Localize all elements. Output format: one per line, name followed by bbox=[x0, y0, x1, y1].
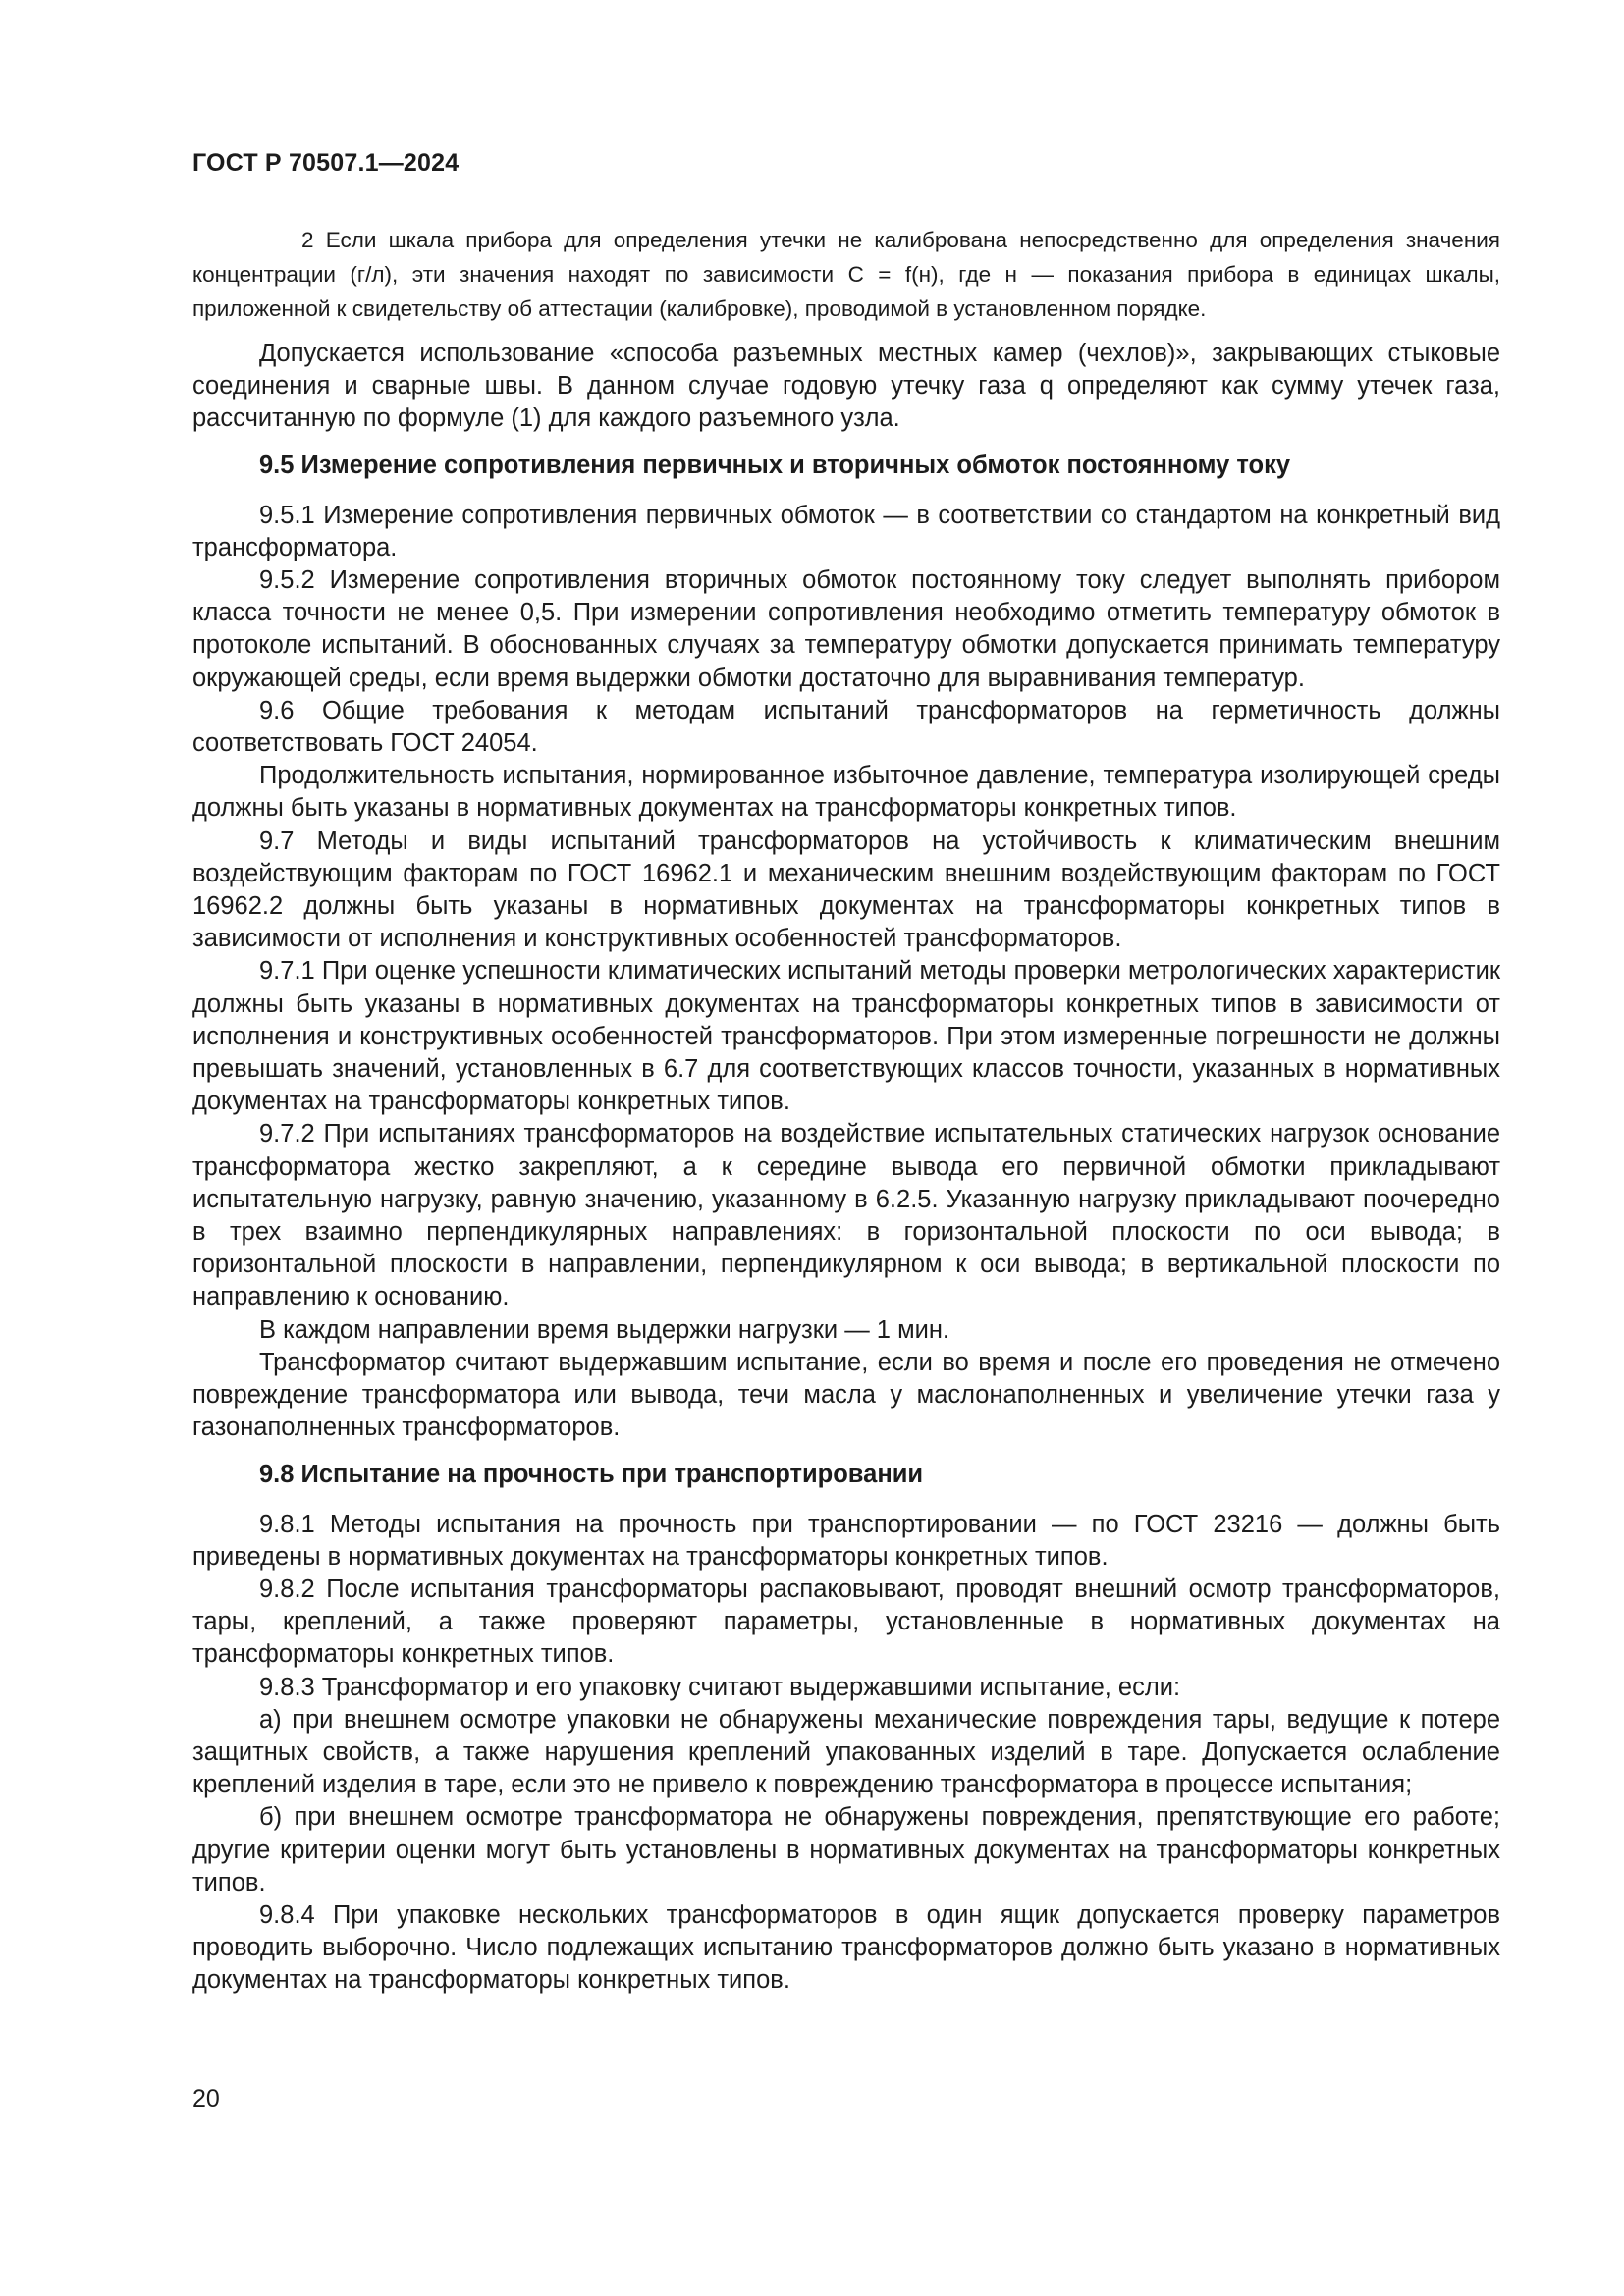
paragraph-9-6-duration: Продолжительность испытания, нормированное избыточное давление, температура изолирующей среды должны быть указаны в нормативных документах на трансформаторы конкретных типов. bbox=[192, 762, 1500, 823]
paragraph-9-5-1: 9.5.1 Измерение сопротивления первичных обмоток — в соответствии со стандартом на конкретный вид трансформатора. bbox=[192, 501, 1500, 561]
paragraph-9-8-1: 9.8.1 Методы испытания на прочность при транспортировании — по ГОСТ 23216 — должны быть приведены в нормативных документах на трансформаторы конкретных типов. bbox=[192, 1510, 1500, 1571]
document-code-header: ГОСТ Р 70507.1—2024 bbox=[192, 149, 460, 177]
section-heading-9-8: 9.8 Испытание на прочность при транспортировании bbox=[259, 1460, 924, 1488]
section-heading-9-5: 9.5 Измерение сопротивления первичных и вторичных обмоток постоянному току bbox=[259, 451, 1291, 479]
paragraph-local-chambers: Допускается использование «способа разъемных местных камер (чехлов)», закрывающих стыковые соединения и сварные швы. В данном случае годовую утечку газа q определяют как сумму утечек газа, рассчитанную по формуле (1) для каждого разъемного узла. bbox=[192, 340, 1500, 433]
paragraph-9-5-2: 9.5.2 Измерение сопротивления вторичных обмоток постоянному току следует выполнять прибором класса точности не менее 0,5. При измерении сопротивления необходимо отметить температуру обмоток в протоколе испытаний. В обоснованных случаях за температуру обмотки допускается принимать температуру окружающей среды, если время выдержки обмотки достаточно для выравнивания температур. bbox=[192, 566, 1500, 692]
paragraph-9-7-1: 9.7.1 При оценке успешности климатических испытаний методы проверки метрологических характеристик должны быть указаны в нормативных документах на трансформаторы конкретных типов в зависимости от исполнения и конструктивных особенностей трансформаторов. При этом измеренные погрешности не должны превышать значений, установленных в 6.7 для соответствующих классов точности, указанных в нормативных документах на трансформаторы конкретных типов. bbox=[192, 957, 1500, 1116]
paragraph-9-7-2: 9.7.2 При испытаниях трансформаторов на воздействие испытательных статических нагрузок основание трансформатора жестко закрепляют, а к середине вывода его первичной обмотки прикладывают испытательную нагрузку, равную значению, указанному в 6.2.5. Указанную нагрузку прикладывают поочередно в трех взаимно перпендикулярных направлениях: в горизонтальной плоскости по оси вывода; в горизонтальной плоскости в направлении, перпендикулярном к оси вывода; в вертикальной плоскости по направлению к основанию. bbox=[192, 1120, 1500, 1311]
paragraph-9-8-3-a: а) при внешнем осмотре упаковки не обнаружены механические повреждения тары, ведущие к потере защитных свойств, а также нарушения креплений упакованных изделий в таре. Допускается ослабление креплений изделия в таре, если это не привело к повреждению трансформатора в процессе испытания; bbox=[192, 1705, 1500, 1799]
paragraph-9-8-2: 9.8.2 После испытания трансформаторы распаковывают, проводят внешний осмотр трансформаторов, тары, креплений, а также проверяют параметры, установленные в нормативных документах на трансформаторы конкретных типов. bbox=[192, 1575, 1500, 1669]
page-content bbox=[192, 223, 1500, 1998]
note-2: 2 Если шкала прибора для определения утечки не калибрована непосредственно для определения значения концентрации (г/л), эти значения находят по зависимости C = f(н), где н — показания прибора в единицах шкалы, приложенной к свидетельству об аттестации (калибровке), проводимой в установленном порядке. bbox=[192, 228, 1500, 321]
paragraph-9-6: 9.6 Общие требования к методам испытаний трансформаторов на герметичность должны соответствовать ГОСТ 24054. bbox=[192, 696, 1500, 758]
page-number: 20 bbox=[192, 2085, 220, 2112]
paragraph-9-8-4: 9.8.4 При упаковке нескольких трансформаторов в один ящик допускается проверку параметров проводить выборочно. Число подлежащих испытанию трансформаторов должно быть указано в нормативных документах на трансформаторы конкретных типов. bbox=[192, 1900, 1500, 1995]
paragraph-9-8-3-b: б) при внешнем осмотре трансформатора не обнаружены повреждения, препятствующие его работе; другие критерии оценки могут быть установлены в нормативных документах на трансформаторы конкретных типов. bbox=[192, 1803, 1500, 1896]
paragraph-9-7-2-pass: Трансформатор считают выдержавшим испытание, если во время и после его проведения не отмечено повреждение трансформатора или вывода, течи масла у маслонаполненных и увеличение утечки газа у газонаполненных трансформаторов. bbox=[192, 1348, 1500, 1442]
paragraph-9-7-2-time: В каждом направлении время выдержки нагрузки — 1 мин. bbox=[259, 1315, 950, 1344]
paragraph-9-7: 9.7 Методы и виды испытаний трансформаторов на устойчивость к климатическим внешним воздействующим факторам по ГОСТ 16962.1 и механическим внешним воздействующим факторам по ГОСТ 16962.2 должны быть указаны в нормативных документах на трансформаторы конкретных типов в зависимости от исполнения и конструктивных особенностей трансформаторов. bbox=[192, 827, 1500, 953]
paragraph-9-8-3: 9.8.3 Трансформатор и его упаковку считают выдержавшими испытание, если: bbox=[259, 1673, 1181, 1701]
